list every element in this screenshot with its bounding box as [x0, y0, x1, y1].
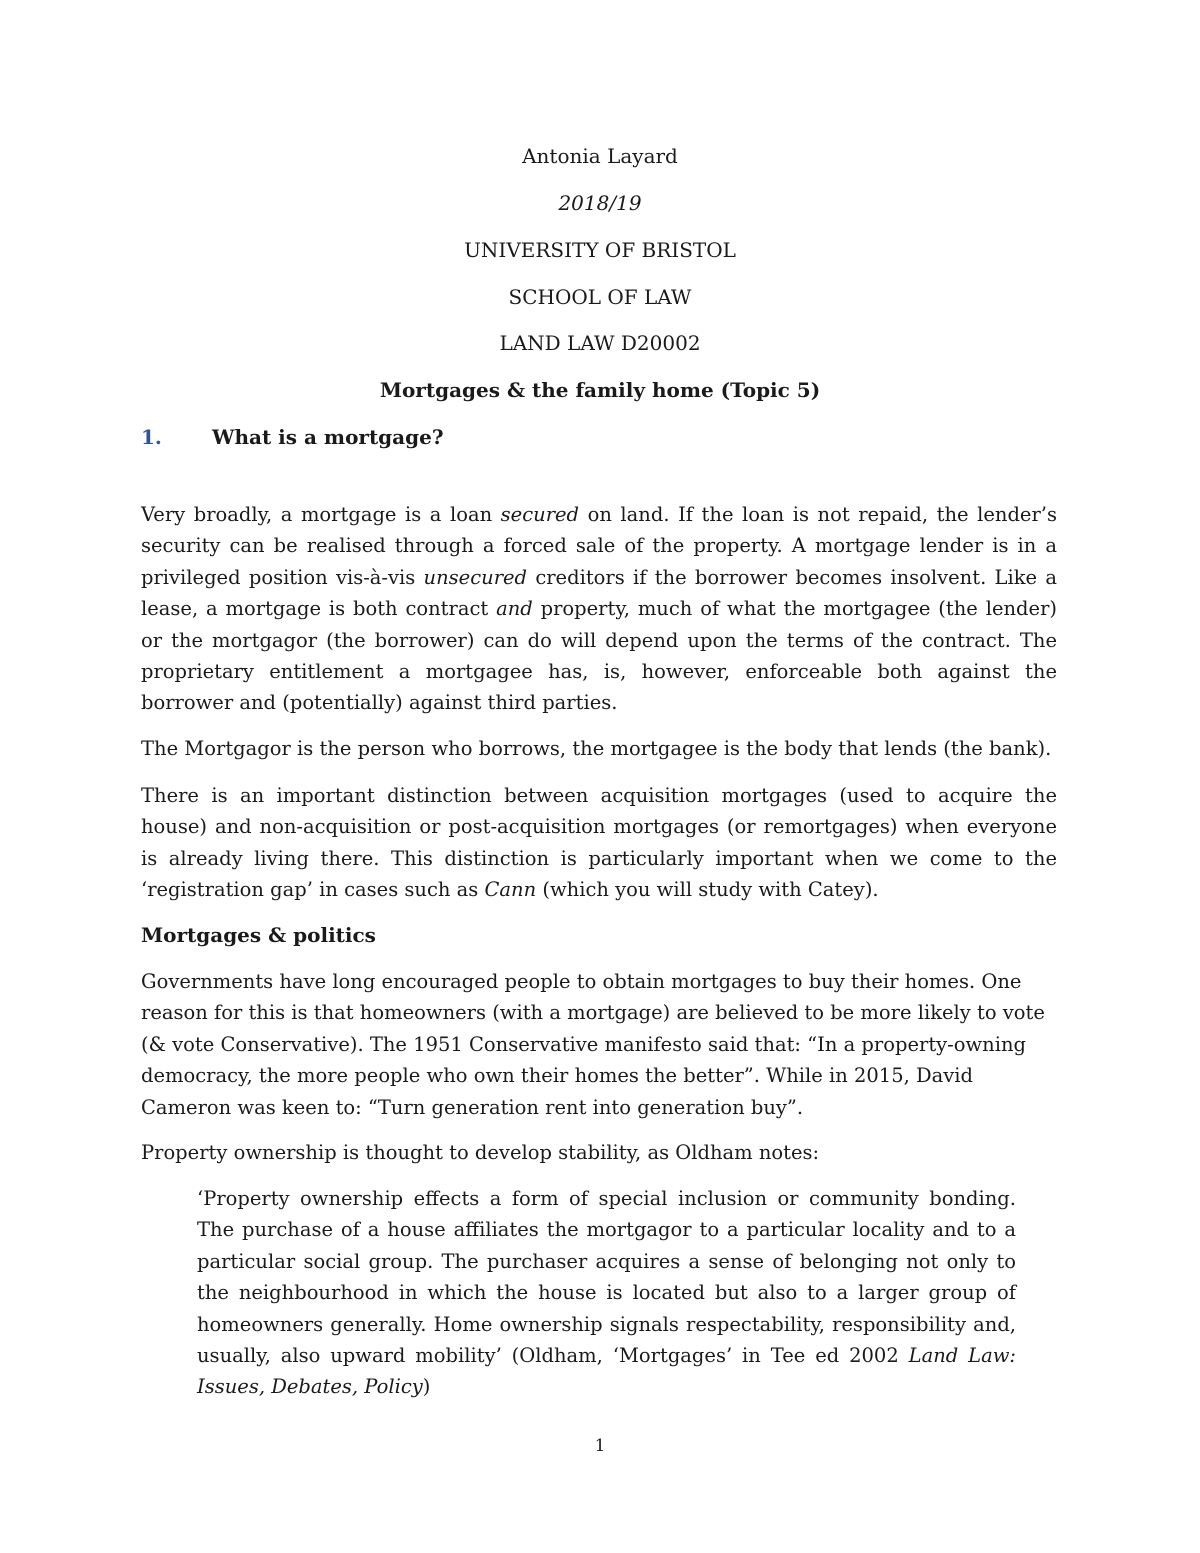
emphasis-secured: secured	[500, 503, 580, 526]
paragraph-acquisition-distinction	[141, 780, 1057, 906]
page-number: 1	[594, 1436, 606, 1456]
text-run: (which you will study with Catey).	[536, 878, 879, 902]
academic-year: 2018/19	[558, 191, 642, 215]
emphasis-and: and	[496, 597, 533, 621]
emphasis-book-title: Land Law: Issues, Debates, Policy	[197, 1344, 1017, 1399]
subheading-mortgages-politics: Mortgages & politics	[141, 923, 376, 947]
document-title: Mortgages & the family home (Topic 5)	[379, 378, 821, 402]
block-quote-oldham	[197, 1183, 1016, 1403]
emphasis-unsecured: unsecured	[423, 565, 528, 589]
course-code: LAND LAW D20002	[499, 331, 701, 355]
paragraph-mortgagor-definition: The Mortgagor is the person who borrows, the mortgagee is the body that lends (the bank).	[141, 737, 1052, 760]
emphasis-cann: Cann	[484, 878, 537, 902]
section-title: What is a mortgage?	[212, 425, 444, 449]
text-run: Very broadly, a mortgage is a loan	[141, 503, 501, 526]
author-name: Antonia Layard	[522, 144, 678, 168]
text-run: creditors if the borrower becomes insolvent. Like a lease, a mortgage is both contract	[141, 565, 1057, 621]
text-run: ‘Property ownership effects a form of special inclusion or community bonding. The purchase of a house affiliates the mortgagor to a particular locality and to a particular social group. The purchaser acquires a sense of belonging not only to the neighbourhood in which the house is located but also to a larger group of homeowners generally. Home ownership signals respectability, responsibility and, usually, also upward mobility’ (Oldham, ‘Mortgages’ in Tee ed 2002	[197, 1187, 1016, 1368]
paragraph-stability: Property ownership is thought to develop stability, as Oldham notes:	[141, 1141, 820, 1164]
paragraph-politics: Governments have long encouraged people to obtain mortgages to buy their homes. One reason for this is that homeowners (with a mortgage) are believed to be more likely to vote (& vote Conservative). The 1951 Conservative manifesto said that: “In a property-owning democracy, the more people who own their homes the better”. While in 2015, David Cameron was keen to: “Turn generation rent into generation buy”.	[141, 970, 1045, 1119]
text-run: on land. If the loan is not repaid, the lender’s security can be realised through a forced sale of the property. A mortgage lender is in a privileged position vis-à-vis	[141, 503, 1057, 589]
paragraph-mortgage-definition	[141, 499, 1057, 719]
school-name: SCHOOL OF LAW	[508, 285, 692, 309]
university-name: UNIVERSITY OF BRISTOL	[464, 238, 736, 262]
text-run: property, much of what the mortgagee (the lender) or the mortgagor (the borrower) can do will depend upon the terms of the contract. The proprietary entitlement a mortgagee has, is, however, enforceable both against the borrower and (potentially) against third parties.	[141, 597, 1057, 715]
section-number: 1.	[141, 425, 162, 449]
text-run: There is an important distinction between acquisition mortgages (used to acquire the house) and non-acquisition or post-acquisition mortgages (or remortgages) when everyone is already living there. This distinction is particularly important when we come to the ‘registration gap’ in cases such as	[141, 784, 1057, 902]
text-run: )	[422, 1375, 431, 1399]
